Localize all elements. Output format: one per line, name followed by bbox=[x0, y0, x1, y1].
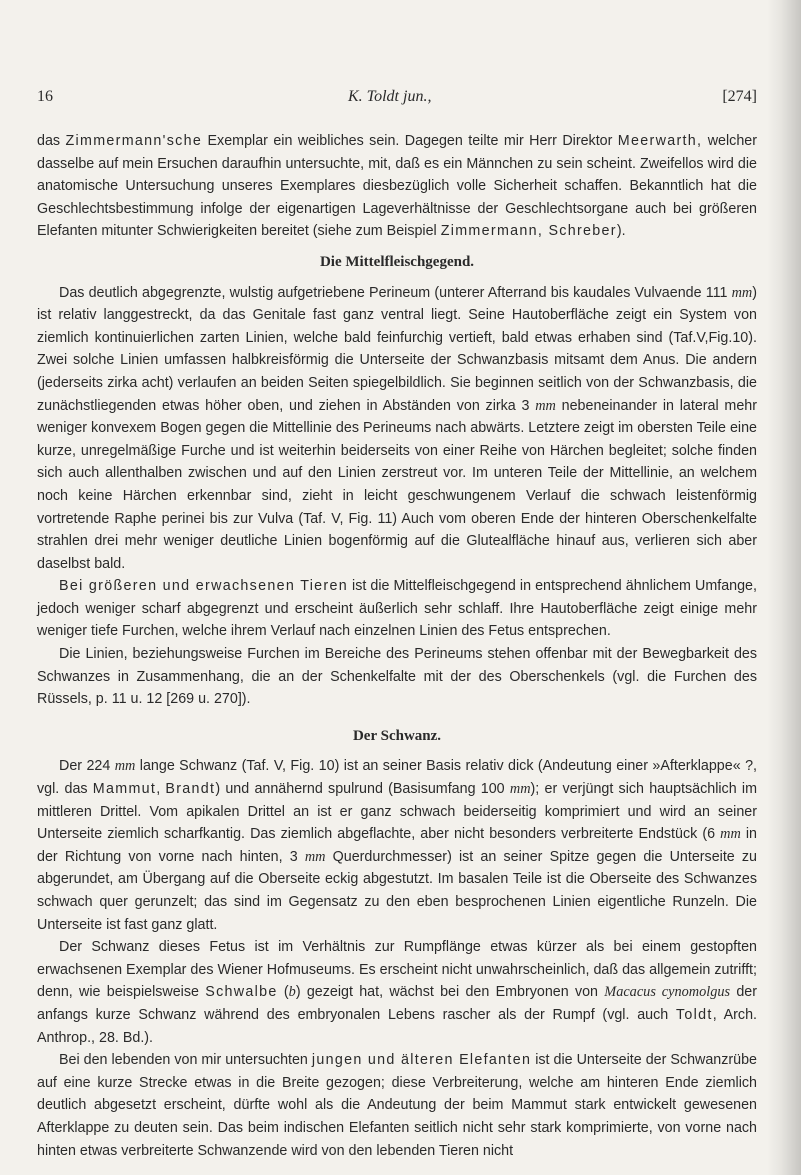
page-number: 16 bbox=[37, 88, 53, 105]
paragraph-4: Die Linien, beziehungsweise Furchen im Bereiche des Perineums stehen offenbar mit der Bewegbarkeit des Schwanzes in Zusammenhang, die an der Schenkelfalte mit der des Oberschenkels (vgl. die Furchen des Rüssels, p. 11 u. 12 [269 u. 270]). bbox=[37, 646, 757, 708]
paragraph-5: Der 224 mm lange Schwanz (Taf. V, Fig. 10) ist an seiner Basis relativ dick (Andeutung einer »Afterklappe« ?, vgl. das Mammut, Brandt) und annähernd spulrund (Basisumfang 100 mm); er verjüngt sich hauptsächlich im mittleren Drittel. Vom apikalen Drittel an ist er ganz schwach beiderseitig komprimiert und wird an seiner Unterseite ziemlich scharfkantig. Das ziemlich abgeflachte, aber nicht besonders verbreiterte Endstück (6 mm in der Richtung von vorne nach hinten, 3 mm Querdurchmesser) ist an seiner Spitze gegen die Unterseite zu abgerundet, am Übergang auf die Oberseite eckig abgestutzt. Im basalen Teile ist die Oberseite des Schwanzes schwach quer gerunzelt; das sind im Gegensatz zu den eben besprochenen Linien eigentliche Runzeln. Die Unterseite ist fast ganz glatt. bbox=[37, 758, 757, 933]
running-author: K. Toldt jun., bbox=[348, 88, 432, 105]
paragraph-3: Bei größeren und erwachsenen Tieren ist die Mittelfleischgegend in entsprechend ähnlichem Umfange, jedoch weniger scharf abgegrenzt und erscheint äußerlich sehr schlaff. Ihre Hautoberfläche zeigt einige mehr weniger tiefe Furchen, welche ihrem Verlauf nach einzelnen Linien des Fetus entsprechen. bbox=[37, 578, 757, 640]
paragraph-2: Das deutlich abgegrenzte, wulstig aufgetriebene Perineum (unterer Afterrand bis kaudales Vulvaende 111 mm) ist relativ langgestreckt, da das Genitale fast ganz ventral liegt. Seine Hautoberfläche zeigt ein System von ziemlich kontinuierlichen zarten Linien, welche bald feinfurchig vertieft, bald etwas erhaben sind (Taf.V,Fig.10). Zwei solche Linien umfassen halbkreisförmig die Unterseite der Schwanzbasis mitsamt dem Anus. Die andern (jederseits zirka acht) verlaufen an beiden Seiten spiegelbildlich. Sie beginnen seitlich von der Schwanzbasis, die zunächstliegenden etwas höher oben, und ziehen in Abständen von zirka 3 mm nebeneinander in lateral mehr weniger konvexem Bogen gegen die Mittellinie des Perineums nach abwärts. Letztere zeigt im obersten Teile eine kurze, unregelmäßige Furche und ist weiterhin beiderseits von einer Reihe von Härchen begleitet; solche finden sich auch allenthalben zwischen und auf den Linien zerstreut vor. Im unteren Teile der Mittellinie, an welchem noch keine Härchen erkennbar sind, zieht in leicht geschwungenem Verlauf die schwach leistenförmig vortretende Raphe perinei bis zur Vulva (Taf. V, Fig. 11) Auch vom oberen Ende der hinteren Oberschenkelfalte strahlen drei mehr weniger deutliche Linien bogenförmig auf die Glutealfläche hinauf aus, verlieren sich aber daselbst bald. bbox=[37, 284, 757, 572]
page-reference: [274] bbox=[722, 88, 757, 105]
paragraph-6: Der Schwanz dieses Fetus ist im Verhältnis zur Rumpflänge etwas kürzer als bei einem gestopften erwachsenen Exemplar des Wiener Hofmuseums. Es erscheint nicht unwahrscheinlich, daß das allgemein zutrifft; denn, wie beispielsweise Schwalbe (b) gezeigt hat, wächst bei den Embryonen von Macacus cynomolgus der anfangs kurze Schwanz während des embryonalen Lebens rascher als der Rumpf (vgl. auch Toldt, Arch. Anthrop., 28. Bd.). bbox=[37, 939, 758, 1046]
running-header bbox=[37, 88, 757, 114]
paragraph-1: das Zimmermann'sche Exemplar ein weibliches sein. Dagegen teilte mir Herr Direktor Meerwarth, welcher dasselbe auf mein Ersuchen daraufhin untersuchte, mit, daß es ein Männchen zu sein scheint. Zweifellos wird die anatomische Untersuchung unseres Exemplares diesbezüglich volle Sicherheit schaffen. Bekanntlich hat die Geschlechtsbestimmung infolge der eigenartigen Lageverhältnisse der Geschlechtsorgane auch bei größeren Elefanten mitunter Schwierigkeiten bereitet (siehe zum Beispiel Zimmermann, Schreber). bbox=[37, 133, 757, 240]
page-edge-shadow bbox=[767, 0, 801, 1175]
section-heading-schwanz: Der Schwanz. bbox=[352, 727, 442, 744]
body-text bbox=[37, 130, 757, 1162]
paragraph-7: Bei den lebenden von mir untersuchten jungen und älteren Elefanten ist die Unterseite der Schwanzrübe auf eine kurze Strecke etwas in die Breite gezogen; diese Verbreiterung, welche am hinteren Ende ziemlich deutlich abgesetzt erscheint, dürfte wohl als die Andeutung der beim Mammut stark entwickelt gewesenen Afterklappe zu deuten sein. Das beim indischen Elefanten seitlich nicht sehr stark komprimierte, von vorne nach hinten etwas verbreiterte Schwanzende wird von den lebenden Tieren nicht bbox=[37, 1052, 758, 1159]
section-heading-mittelfleischgegend: Die Mittelfleischgegend. bbox=[319, 253, 475, 270]
